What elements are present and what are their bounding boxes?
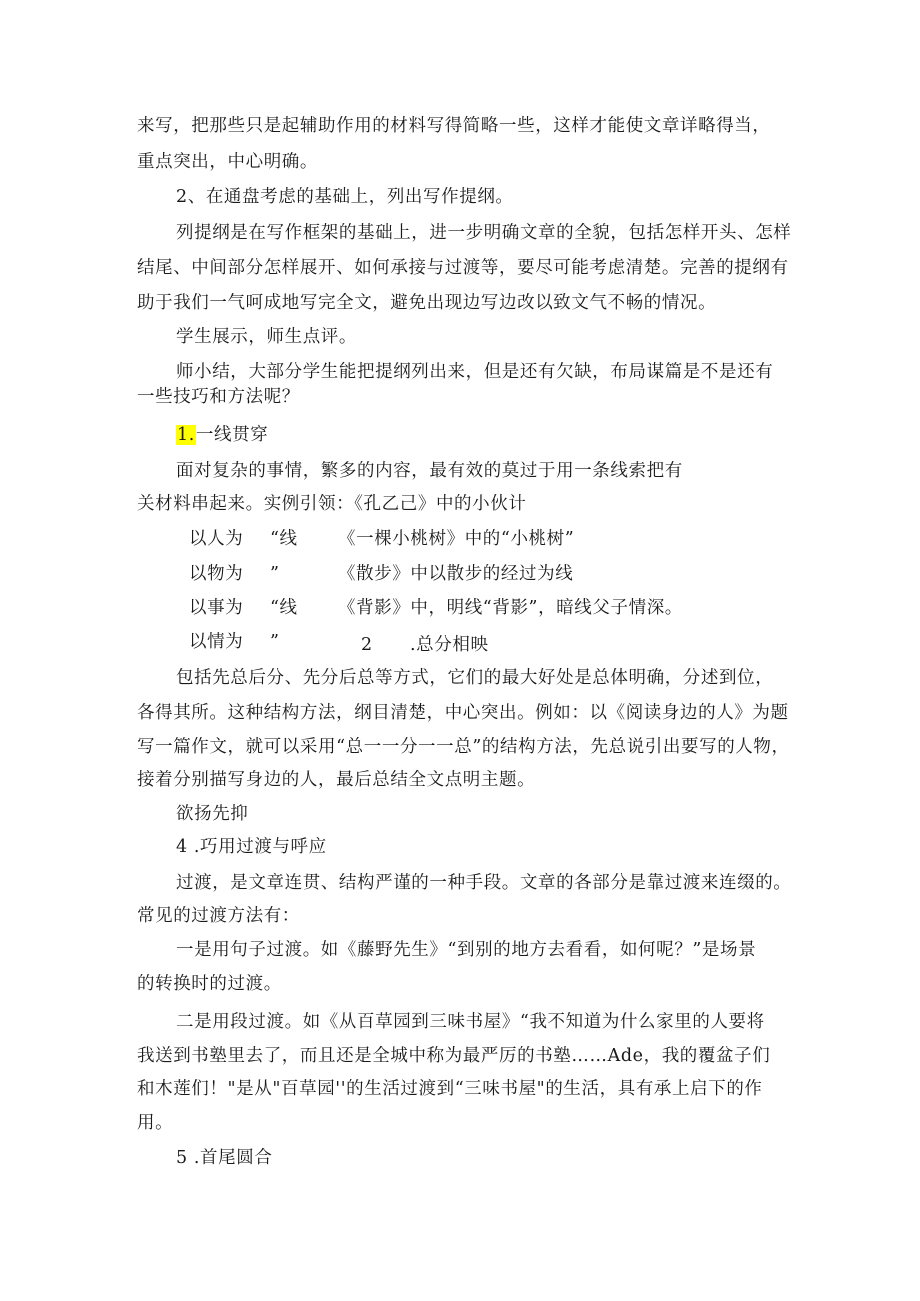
paragraph-line: 列提纲是在写作框架的基础上，进一步明确文章的全貌，包括怎样开头、怎样 xyxy=(176,223,792,243)
paragraph-line: 二是用段过渡。如《从百草园到三味书屋》“我不知道为什么家里的人要将 xyxy=(176,1012,765,1032)
section-heading xyxy=(176,423,268,447)
clue-example: 《散步》中以散步的经过为线 xyxy=(338,564,574,584)
clue-example: 《背影》中，明线“背影”，暗线父子情深。 xyxy=(338,598,683,618)
clue-type-label: 以情为 xyxy=(189,632,244,652)
highlighted-number: 1. xyxy=(177,425,195,445)
clue-type-label: 以人为 xyxy=(189,529,244,549)
clue-mark: “线 xyxy=(270,529,298,549)
paragraph-line: 重点突出，中心明确。 xyxy=(137,152,318,172)
section-heading: .总分相映 xyxy=(410,635,489,655)
paragraph-line: 一是用句子过渡。如《藤野先生》“到别的地方去看看，如何呢？”是场景 xyxy=(176,940,757,960)
clue-type-label: 以事为 xyxy=(189,598,244,618)
paragraph-line: 师小结，大部分学生能把提纲列出来，但是还有欠缺，布局谋篇是不是还有 xyxy=(176,362,774,382)
paragraph-line: 一些技巧和方法呢？ xyxy=(137,387,300,407)
paragraph-line: 各得其所。这种结构方法，纲目清楚，中心突出。例如：以《阅读身边的人》为题 xyxy=(137,703,789,723)
clue-mark: ” xyxy=(270,564,280,584)
clue-mark: “线 xyxy=(270,598,298,618)
clue-type-label: 以物为 xyxy=(189,564,244,584)
heading-text: 一线贯穿 xyxy=(195,425,269,445)
paragraph-line: 的转换时的过渡。 xyxy=(137,974,282,994)
section-heading: 4 .巧用过渡与呼应 xyxy=(176,837,327,857)
paragraph-line: 学生展示，师生点评。 xyxy=(176,327,357,347)
paragraph-line: 过渡，是文章连贯、结构严谨的一种手段。文章的各部分是靠过渡来连缀的。 xyxy=(176,873,792,893)
paragraph-line: 关材料串起来。实例引领：《孔乙己》中的小伙计 xyxy=(137,494,527,514)
paragraph-line: 来写，把那些只是起辅助作用的材料写得简略一些，这样才能使文章详略得当， xyxy=(137,116,771,136)
paragraph-line: 面对复杂的事情，繁多的内容，最有效的莫过于用一条线索把有 xyxy=(176,461,683,481)
paragraph-line: 2、在通盘考虑的基础上，列出写作提纲。 xyxy=(176,187,514,207)
section-number: 2 xyxy=(361,635,373,655)
paragraph-line: 写一篇作文，就可以采用“总一一分一一总”的结构方法，先总说引出要写的人物， xyxy=(137,737,790,757)
section-heading: 欲扬先抑 xyxy=(176,804,249,824)
paragraph-line: 和木莲们！"是从"百草园''的生活过渡到“三味书屋"的生活，具有承上启下的作 xyxy=(137,1079,763,1099)
clue-mark: ” xyxy=(270,632,280,652)
clue-example: 《一棵小桃树》中的“小桃树” xyxy=(338,529,575,549)
paragraph-line: 常见的过渡方法有： xyxy=(137,906,300,926)
paragraph-line: 我送到书塾里去了，而且还是全城中称为最严厉的书塾……Ade，我的覆盆子们 xyxy=(137,1046,771,1066)
paragraph-line: 包括先总后分、先分后总等方式，它们的最大好处是总体明确，分述到位， xyxy=(176,668,774,688)
paragraph-line: 接着分别描写身边的人，最后总结全文点明主题。 xyxy=(137,770,536,790)
paragraph-line: 结尾、中间部分怎样展开、如何承接与过渡等，要尽可能考虑清楚。完善的提纲有 xyxy=(137,258,789,278)
paragraph-line: 用。 xyxy=(137,1113,174,1133)
paragraph-line: 助于我们一气呵成地写完全文，避免出现边写边改以致文气不畅的情况。 xyxy=(137,293,717,313)
section-heading: 5 .首尾圆合 xyxy=(176,1148,273,1168)
